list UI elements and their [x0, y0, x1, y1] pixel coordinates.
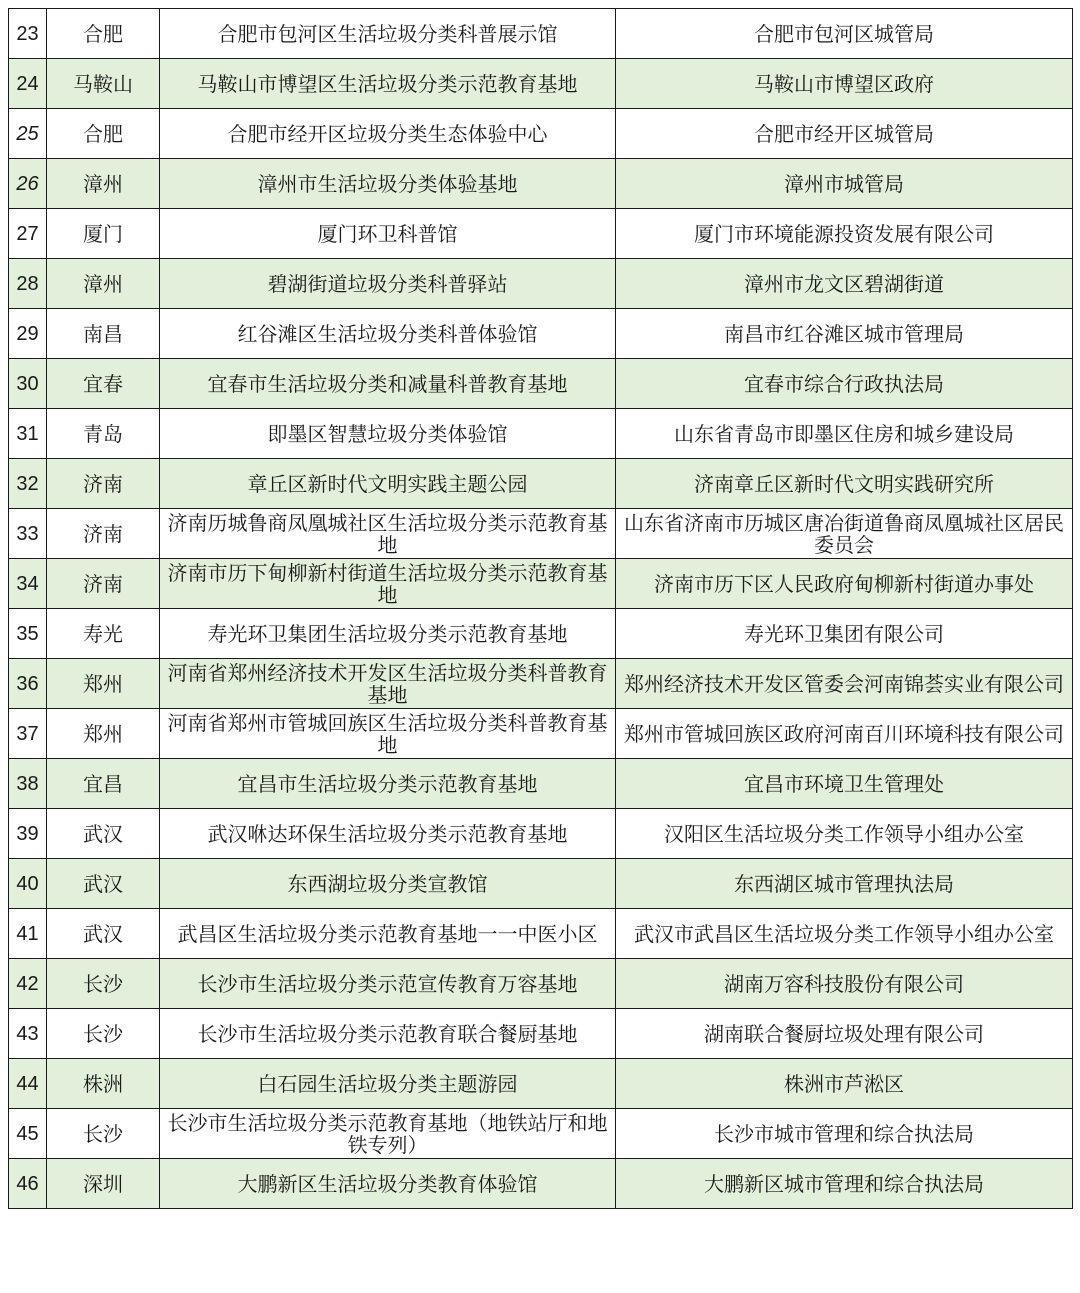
base-name-cell: 合肥市包河区生活垃圾分类科普展示馆: [160, 9, 616, 59]
table-row: [9, 1109, 1073, 1159]
city-cell: 长沙: [47, 959, 160, 1009]
row-number-cell: 35: [9, 609, 47, 659]
row-number-cell: 28: [9, 259, 47, 309]
row-number-cell: 42: [9, 959, 47, 1009]
table-row: [9, 759, 1073, 809]
base-name-cell: 白石园生活垃圾分类主题游园: [160, 1059, 616, 1109]
city-cell: 马鞍山: [47, 59, 160, 109]
row-number-cell: 23: [9, 9, 47, 59]
row-number-cell: 44: [9, 1059, 47, 1109]
institutions-table: [8, 8, 1073, 1209]
organization-cell: 济南市历下区人民政府甸柳新村街道办事处: [616, 559, 1073, 609]
city-cell: 济南: [47, 559, 160, 609]
city-cell: 济南: [47, 509, 160, 559]
base-name-cell: 长沙市生活垃圾分类示范教育联合餐厨基地: [160, 1009, 616, 1059]
city-cell: 株洲: [47, 1059, 160, 1109]
organization-cell: 株洲市芦淞区: [616, 1059, 1073, 1109]
city-cell: 寿光: [47, 609, 160, 659]
organization-cell: 南昌市红谷滩区城市管理局: [616, 309, 1073, 359]
base-name-cell: 碧湖街道垃圾分类科普驿站: [160, 259, 616, 309]
row-number-cell: 38: [9, 759, 47, 809]
organization-cell: 湖南联合餐厨垃圾处理有限公司: [616, 1009, 1073, 1059]
organization-cell: 合肥市经开区城管局: [616, 109, 1073, 159]
base-name-cell: 大鹏新区生活垃圾分类教育体验馆: [160, 1159, 616, 1209]
table-body: [9, 9, 1073, 1209]
city-cell: 深圳: [47, 1159, 160, 1209]
row-number-cell: 36: [9, 659, 47, 709]
city-cell: 厦门: [47, 209, 160, 259]
base-name-cell: 马鞍山市博望区生活垃圾分类示范教育基地: [160, 59, 616, 109]
table-row: [9, 9, 1073, 59]
row-number-cell: 43: [9, 1009, 47, 1059]
base-name-cell: 红谷滩区生活垃圾分类科普体验馆: [160, 309, 616, 359]
base-name-cell: 武昌区生活垃圾分类示范教育基地一一中医小区: [160, 909, 616, 959]
row-number-cell: 24: [9, 59, 47, 109]
row-number-cell: 34: [9, 559, 47, 609]
city-cell: 长沙: [47, 1009, 160, 1059]
organization-cell: 山东省青岛市即墨区住房和城乡建设局: [616, 409, 1073, 459]
table-row: [9, 359, 1073, 409]
base-name-cell: 宜春市生活垃圾分类和减量科普教育基地: [160, 359, 616, 409]
base-name-cell: 厦门环卫科普馆: [160, 209, 616, 259]
table-row: [9, 559, 1073, 609]
organization-cell: 长沙市城市管理和综合执法局: [616, 1109, 1073, 1159]
table-row: [9, 959, 1073, 1009]
organization-cell: 厦门市环境能源投资发展有限公司: [616, 209, 1073, 259]
city-cell: 宜昌: [47, 759, 160, 809]
row-number-cell: 33: [9, 509, 47, 559]
organization-cell: 大鹏新区城市管理和综合执法局: [616, 1159, 1073, 1209]
row-number-cell: 45: [9, 1109, 47, 1159]
row-number-cell: 37: [9, 709, 47, 759]
city-cell: 长沙: [47, 1109, 160, 1159]
table-row: [9, 909, 1073, 959]
base-name-cell: 长沙市生活垃圾分类示范教育基地（地铁站厅和地铁专列）: [160, 1109, 616, 1159]
row-number-cell: 41: [9, 909, 47, 959]
row-number-cell: 25: [9, 109, 47, 159]
organization-cell: 郑州经济技术开发区管委会河南锦荟实业有限公司: [616, 659, 1073, 709]
row-number-cell: 29: [9, 309, 47, 359]
row-number-cell: 39: [9, 809, 47, 859]
table-row: [9, 859, 1073, 909]
base-name-cell: 寿光环卫集团生活垃圾分类示范教育基地: [160, 609, 616, 659]
table-row: [9, 109, 1073, 159]
table-row: [9, 209, 1073, 259]
city-cell: 济南: [47, 459, 160, 509]
city-cell: 武汉: [47, 809, 160, 859]
organization-cell: 合肥市包河区城管局: [616, 9, 1073, 59]
base-name-cell: 章丘区新时代文明实践主题公园: [160, 459, 616, 509]
table-row: [9, 809, 1073, 859]
table-row: [9, 1009, 1073, 1059]
base-name-cell: 合肥市经开区垃圾分类生态体验中心: [160, 109, 616, 159]
base-name-cell: 济南市历下甸柳新村街道生活垃圾分类示范教育基地: [160, 559, 616, 609]
organization-cell: 寿光环卫集团有限公司: [616, 609, 1073, 659]
organization-cell: 武汉市武昌区生活垃圾分类工作领导小组办公室: [616, 909, 1073, 959]
organization-cell: 山东省济南市历城区唐冶街道鲁商凤凰城社区居民委员会: [616, 509, 1073, 559]
organization-cell: 郑州市管城回族区政府河南百川环境科技有限公司: [616, 709, 1073, 759]
organization-cell: 漳州市城管局: [616, 159, 1073, 209]
table-row: [9, 159, 1073, 209]
table-row: [9, 1059, 1073, 1109]
base-name-cell: 济南历城鲁商凤凰城社区生活垃圾分类示范教育基地: [160, 509, 616, 559]
organization-cell: 济南章丘区新时代文明实践研究所: [616, 459, 1073, 509]
city-cell: 漳州: [47, 159, 160, 209]
city-cell: 武汉: [47, 909, 160, 959]
organization-cell: 湖南万容科技股份有限公司: [616, 959, 1073, 1009]
organization-cell: 东西湖区城市管理执法局: [616, 859, 1073, 909]
base-name-cell: 宜昌市生活垃圾分类示范教育基地: [160, 759, 616, 809]
city-cell: 青岛: [47, 409, 160, 459]
city-cell: 郑州: [47, 709, 160, 759]
base-name-cell: 河南省郑州市管城回族区生活垃圾分类科普教育基地: [160, 709, 616, 759]
table-row: [9, 1159, 1073, 1209]
table-row: [9, 59, 1073, 109]
table-row: [9, 459, 1073, 509]
table-row: [9, 509, 1073, 559]
row-number-cell: 32: [9, 459, 47, 509]
city-cell: 武汉: [47, 859, 160, 909]
city-cell: 南昌: [47, 309, 160, 359]
city-cell: 郑州: [47, 659, 160, 709]
organization-cell: 漳州市龙文区碧湖街道: [616, 259, 1073, 309]
organization-cell: 汉阳区生活垃圾分类工作领导小组办公室: [616, 809, 1073, 859]
organization-cell: 宜昌市环境卫生管理处: [616, 759, 1073, 809]
table-row: [9, 409, 1073, 459]
table-row: [9, 609, 1073, 659]
table-row: [9, 659, 1073, 709]
table-row: [9, 309, 1073, 359]
city-cell: 合肥: [47, 109, 160, 159]
row-number-cell: 46: [9, 1159, 47, 1209]
base-name-cell: 漳州市生活垃圾分类体验基地: [160, 159, 616, 209]
base-name-cell: 河南省郑州经济技术开发区生活垃圾分类科普教育基地: [160, 659, 616, 709]
table-row: [9, 259, 1073, 309]
row-number-cell: 26: [9, 159, 47, 209]
row-number-cell: 27: [9, 209, 47, 259]
row-number-cell: 31: [9, 409, 47, 459]
row-number-cell: 40: [9, 859, 47, 909]
base-name-cell: 武汉咻达环保生活垃圾分类示范教育基地: [160, 809, 616, 859]
row-number-cell: 30: [9, 359, 47, 409]
city-cell: 合肥: [47, 9, 160, 59]
city-cell: 漳州: [47, 259, 160, 309]
base-name-cell: 即墨区智慧垃圾分类体验馆: [160, 409, 616, 459]
city-cell: 宜春: [47, 359, 160, 409]
organization-cell: 马鞍山市博望区政府: [616, 59, 1073, 109]
organization-cell: 宜春市综合行政执法局: [616, 359, 1073, 409]
base-name-cell: 长沙市生活垃圾分类示范宣传教育万容基地: [160, 959, 616, 1009]
table-row: [9, 709, 1073, 759]
base-name-cell: 东西湖垃圾分类宣教馆: [160, 859, 616, 909]
